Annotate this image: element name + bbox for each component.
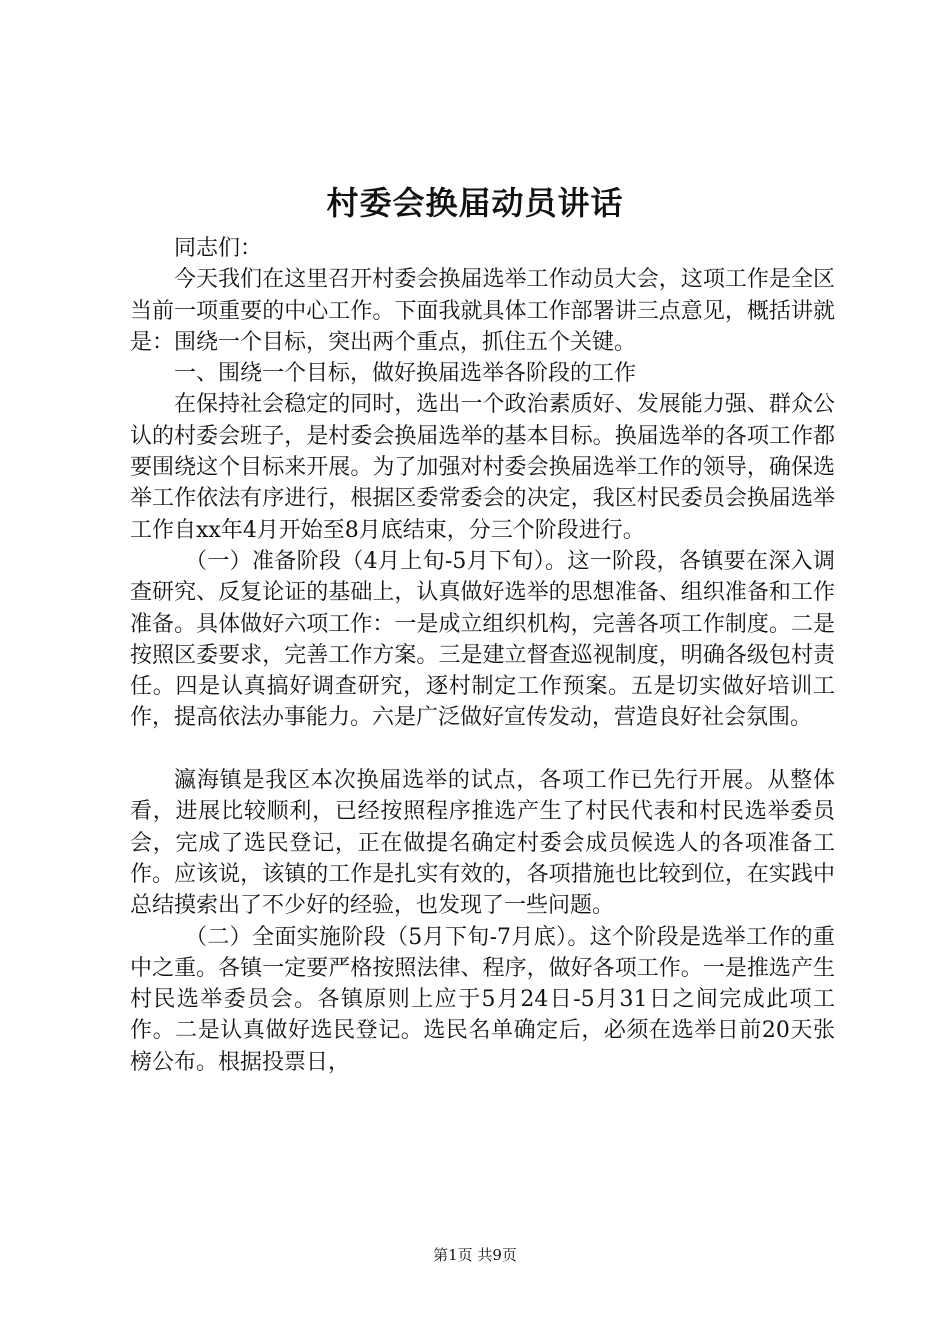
paragraph-spacer bbox=[130, 734, 835, 765]
intro-paragraph: 今天我们在这里召开村委会换届选举工作动员大会，这项工作是全区当前一项重要的中心工作。下面我就具体工作部署讲三点意见，概括讲就是：围绕一个目标，突出两个重点，抓住五个关键。 bbox=[130, 267, 835, 355]
body-paragraph: 瀛海镇是我区本次换届选举的试点，各项工作已先行开展。从整体看，进展比较顺利，已经按照程序推选产生了村民代表和村民选举委员会，完成了选民登记，正在做提名确定村委会成员候选人的各项准备工作。应该说，该镇的工作是扎实有效的，各项措施也比较到位，在实践中总结摸索出了不少好的经验，也发现了一些问题。 bbox=[130, 768, 835, 919]
body-paragraph: （一）准备阶段（4月上旬-5月下旬）。这一阶段，各镇要在深入调查研究、反复论证的基础上，认真做好选举的思想准备、组织准备和工作准备。具体做好六项工作：一是成立组织机构，完善各项工作制度。二是按照区委要求，完善工作方案。三是建立督查巡视制度，明确各级包村责任。四是认真搞好调查研究，逐村制定工作预案。五是切实做好培训工作，提高依法办事能力。六是广泛做好宣传发动，营造良好社会氛围。 bbox=[130, 548, 835, 731]
body-paragraph: 在保持社会稳定的同时，选出一个政治素质好、发展能力强、群众公认的村委会班子，是村委会换届选举的基本目标。换届选举的各项工作都要围绕这个目标来开展。为了加强对村委会换届选举工作的领导，确保选举工作依法有序进行，根据区委常委会的决定，我区村民委员会换届选举工作自xx年4月开始至8月底结束，分三个阶段进行。 bbox=[130, 392, 835, 543]
page-footer: 第1页 共9页 bbox=[433, 1246, 517, 1264]
document-body bbox=[130, 233, 835, 1078]
salutation: 同志们： bbox=[174, 236, 263, 261]
body-paragraph: （二）全面实施阶段（5月下旬-7月底）。这个阶段是选举工作的重中之重。各镇一定要严格按照法律、程序，做好各项工作。一是推选产生村民选举委员会。各镇原则上应于5月24日-5月31日之间完成此项工作。二是认真做好选民登记。选民名单确定后，必须在选举日前20天张榜公布。根据投票日， bbox=[130, 924, 835, 1075]
section-heading: 一、围绕一个目标，做好换届选举各阶段的工作 bbox=[174, 361, 637, 387]
document-title: 村委会换届动员讲话 bbox=[326, 184, 624, 222]
